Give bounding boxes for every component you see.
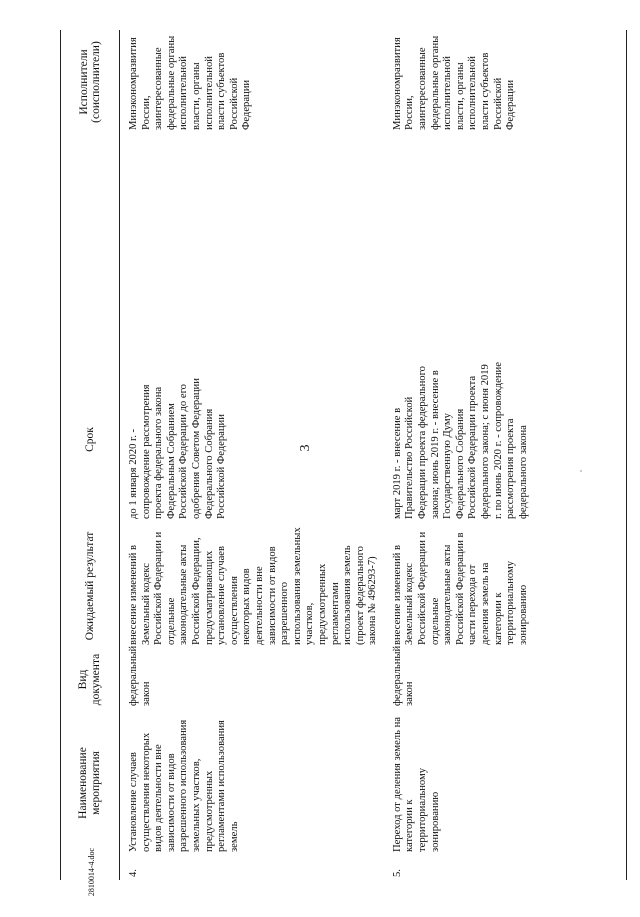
page-number: 3 <box>298 444 313 452</box>
header-executors: Исполнители (соисполнители) <box>61 30 120 134</box>
header-name: Наименование мероприятия <box>61 710 120 856</box>
table-row <box>120 30 384 880</box>
measures-table <box>60 30 627 880</box>
row-number: 5. <box>384 856 627 880</box>
document-type: федеральный закон <box>128 645 152 706</box>
rotated-table-wrapper <box>60 30 620 880</box>
expected-result: внесение изменений в Земельный кодекс Российской Федерации и отдельные законодательные акты Российской Федерации, предусматривающих установление случаев осуществления некоторых видов деятельности вне зависимости от видов разрешенного использования земельных участков, предусмотренных регламентами использования земель (проект федерального закона № 496293-7) <box>128 527 379 645</box>
deadline: март 2019 г. - внесение в Правительство Российской Федерации проекта федерального закона; июнь 2019 г. - внесение в Государственную Думу Федерального Собрания Российской Федерации проекта федерального закона; с июня 2019 г. по июнь 2020 г. - сопровождение рассмотрения проекта федерального закона <box>384 356 627 523</box>
executors: Минэкономразвития России, заинтересованные федеральные органы исполнительной власти, органы исполнительной власти субъектов Российской Федерации <box>384 30 627 134</box>
header-result: Ожидаемый результат <box>61 523 120 649</box>
table-row <box>384 30 627 880</box>
header-doc-type: Вид документа <box>61 649 120 710</box>
document-page <box>60 30 620 880</box>
table-header-row <box>61 30 120 880</box>
row-number: 4. <box>128 869 139 877</box>
empty-cell <box>120 134 384 356</box>
header-gap <box>61 134 120 356</box>
expected-result: внесение изменений в Земельный кодекс Российской Федерации и отдельные законодательные акты Российской Федерации в части перехода от деления земель на категории к территориальному зонированию <box>384 523 627 649</box>
footer-document-code: 2810014-4.doc <box>87 847 96 897</box>
scan-speck <box>580 470 582 472</box>
measure-name: Переход от деления земель на категории к территориальному зонированию <box>384 710 627 856</box>
header-term: Срок <box>61 356 120 523</box>
deadline: до 1 января 2020 г. - сопровождение рассмотрения проекта федерального закона Федеральным Собранием Российской Федерации до его одобрения Советом Федерации Федерального Собрания Российской Федерации <box>128 378 228 519</box>
measure-name: Установление случаев осуществления некоторых видов деятельности вне зависимости от видов разрешенного использования земельных участков, предусмотренных регламентами использования земель <box>128 719 240 852</box>
document-type: федеральный закон <box>384 649 627 710</box>
empty-cell <box>384 134 627 356</box>
executors: Минэкономразвития России, заинтересованные федеральные органы исполнительной власти, органы исполнительной власти субъектов Российской Федерации <box>128 35 253 130</box>
